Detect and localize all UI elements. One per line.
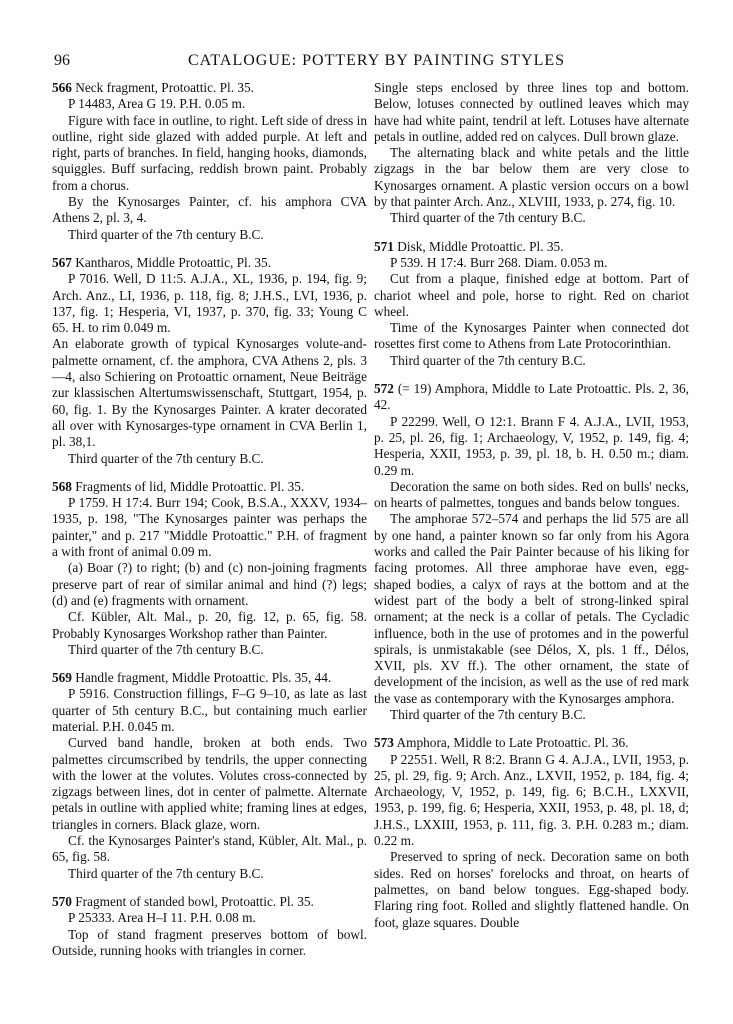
entry-reference: P 22299. Well, O 12:1. Brann F 4. A.J.A., LVII, 1953, p. 25, pl. 26, fig. 1; Archaeology, V, 1952, p. 149, fig. 4; Hesperia, XXII, 1953, p. 39, pl. 18, b. H. 0.50 m.; diam. 0.29 m. [374, 413, 689, 478]
entry-reference: P 22551. Well, R 8:2. Brann G 4. A.J.A., LVII, 1953, p. 25, pl. 29, fig. 9; Arch. Anz., LXVII, 1952, p. 184, fig. 4; Archaeology, V, 1952, p. 149, fig. 6; B.C.H., LXXVII, 1953, p. 199, fig. 6; Hesperia, XXII, 1953, p. 48, pl. 18, d; J.H.S., LXXIII, 1953, p. 111, fig. 3. P.H. 0.283 m.; diam. 0.22 m. [374, 751, 689, 849]
entry-567 [52, 255, 367, 467]
entry-568 [52, 479, 367, 658]
entry-description: Decoration the same on both sides. Red on bulls' necks, on hearts of palmettes, tongues and bands below tongues. [374, 478, 689, 511]
entry-description: Curved band handle, broken at both ends. Two palmettes circumscribed by tendrils, the upper connecting with the lower at the volutes. Volutes cross-connected by zigzags between lines, dot in center of palmette. Alternate petals in outline with applied white; framing lines at edges, triangles in corners. Black glaze, worn. [52, 735, 367, 832]
right-column [374, 80, 689, 943]
entry-heading: 567 Kantharos, Middle Protoattic, Pl. 35. [52, 254, 272, 270]
entry-reference: P 1759. H 17:4. Burr 194; Cook, B.S.A., XXXV, 1934–1935, p. 198, "The Kynosarges painter was perhaps the painter," and p. 217 "Middle Protoattic." P.H. of fragment a with front of animal 0.09 m. [52, 495, 367, 560]
entry-heading: 571 Disk, Middle Protoattic. Pl. 35. [374, 238, 564, 254]
entry-date: Third quarter of the 7th century B.C. [68, 865, 264, 881]
entry-reference: P 5916. Construction fillings, F–G 9–10, as late as last quarter of 5th century B.C., but containing much earlier material. P.H. 0.045 m. [52, 686, 367, 734]
running-head: CATALOGUE: POTTERY BY PAINTING STYLES [187, 52, 566, 69]
entry-572 [374, 381, 689, 723]
entry-date: Third quarter of the 7th century B.C. [390, 210, 586, 226]
entry-date: Third quarter of the 7th century B.C. [390, 352, 586, 368]
page-number: 96 [54, 52, 70, 69]
entry-comparison: Cf. the Kynosarges Painter's stand, Kübler, Alt. Mal., p. 65, fig. 58. [52, 833, 367, 865]
entry-description: Figure with face in outline, to right. Left side of dress in outline, right side glazed with added purple. At left and right, parts of branches. In field, hanging hooks, diamonds, squiggles. Buff surfacing, reddish brown paint. Probably from a chorus. [52, 112, 367, 193]
left-column [52, 80, 367, 971]
entry-date: Third quarter of the 7th century B.C. [390, 706, 586, 722]
entry-description: An elaborate growth of typical Kynosarges volute-and-palmette ornament, cf. the amphora, CVA Athens 2, pls. 3—4, also Schiering on Protoattic ornament, Neue Beiträge zur klassischen Altertumswissenschaft, Stuttgart, 1954, p. 60, fig. 1. By the Kynosarges Painter. A krater decorated all over with Kynosarges-type ornament in CVA Berlin 1, pl. 38,1. [52, 336, 367, 450]
entry-comparison: The alternating black and white petals and the little zigzags in the bar below them are very close to Kynosarges ornament. A plastic version occurs on a bowl by that painter Arch. Anz., XLVIII, 1933, p. 274, fig. 10. [374, 145, 689, 210]
page-header [54, 52, 699, 76]
entry-description: Top of stand fragment preserves bottom of bowl. Outside, running hooks with triangles in corner. [52, 926, 367, 958]
entry-reference: P 539. H 17:4. Burr 268. Diam. 0.053 m. [390, 254, 608, 270]
entry-date: Third quarter of the 7th century B.C. [68, 226, 264, 242]
entry-heading: 570 Fragment of standed bowl, Protoattic. Pl. 35. [52, 893, 314, 909]
entry-date: Third quarter of the 7th century B.C. [68, 641, 264, 657]
entry-comparison: Cf. Kübler, Alt. Mal., p. 20, fig. 12, p. 65, fig. 58. Probably Kynosarges Workshop rather than Painter. [52, 609, 367, 641]
entry-heading: 566 Neck fragment, Protoattic. Pl. 35. [52, 80, 255, 95]
entry-description: Preserved to spring of neck. Decoration same on both sides. Red on horses' forelocks and throat, on hearts of palmettes, on band below tongues. Egg-shaped body. Flaring ring foot. Rolled and slightly flattened handle. On foot, glaze squares. Double [374, 849, 689, 930]
entry-description: (a) Boar (?) to right; (b) and (c) non-joining fragments preserve part of rear of similar animal and hind (?) legs; (d) and (e) fragments with ornament. [52, 560, 367, 608]
entry-date: Third quarter of the 7th century B.C. [68, 450, 264, 466]
entry-comparison: Time of the Kynosarges Painter when connected dot rosettes first come to Athens from Late Protocorinthian. [374, 320, 689, 352]
entry-570-continued [374, 80, 689, 227]
entry-569 [52, 670, 367, 882]
entry-heading: 573 Amphora, Middle to Late Protoattic. Pl. 36. [374, 735, 629, 751]
entry-reference: P 7016. Well, D 11:5. A.J.A., XL, 1936, p. 194, fig. 9; Arch. Anz., LI, 1936, p. 118, fig. 8; J.H.S., LVI, 1936, p. 137, fig. 1; Hesperia, VI, 1937, p. 370, fig. 33; Young C 65. H. to rim 0.049 m. [52, 271, 367, 336]
entry-571 [374, 239, 689, 369]
entry-comparison: By the Kynosarges Painter, cf. his amphora CVA Athens 2, pl. 3, 4. [52, 194, 367, 226]
entry-description-continued: Single steps enclosed by three lines top and bottom. Below, lotuses connected by outlined leaves which may have had white paint, tendril at left. Lotuses have alternate petals in outline, added red on calyces. Dull brown glaze. [374, 80, 689, 144]
entry-573 [374, 735, 689, 931]
entry-heading: 572 (= 19) Amphora, Middle to Late Protoattic. Pls. 2, 36, 42. [374, 381, 689, 413]
entry-570 [52, 894, 367, 959]
entry-reference: P 25333. Area H–I 11. P.H. 0.08 m. [68, 910, 256, 926]
entry-566 [52, 80, 367, 243]
entry-description: Cut from a plaque, finished edge at bottom. Part of chariot wheel and pole, horse to right. Red on chariot wheel. [374, 271, 689, 319]
entry-comparison: The amphorae 572–574 and perhaps the lid 575 are all by one hand, a painter known so far only from his Agora works and called the Pair Painter because of his liking for facing protomes. All three amphorae have even, egg-shaped bodies, a calyx of rays at the bottom and at the widest part of the body a belt of strong-linked spiral ornament; at the neck is a collar of petals. The Cycladic influence, both in the use of protomes and in the powerful spirals, is unmistakable (see Délos, X, pls. 1 ff., Délos, XVII, pls. XV ff.). The other ornament, the state of development of the incision, as well as the use of red mark the vase as contemporary with the Kynosarges amphora. [374, 511, 689, 706]
entry-heading: 568 Fragments of lid, Middle Protoattic. Pl. 35. [52, 478, 305, 494]
entry-reference: P 14483, Area G 19. P.H. 0.05 m. [68, 96, 246, 112]
entry-heading: 569 Handle fragment, Middle Protoattic. Pls. 35, 44. [52, 670, 332, 686]
